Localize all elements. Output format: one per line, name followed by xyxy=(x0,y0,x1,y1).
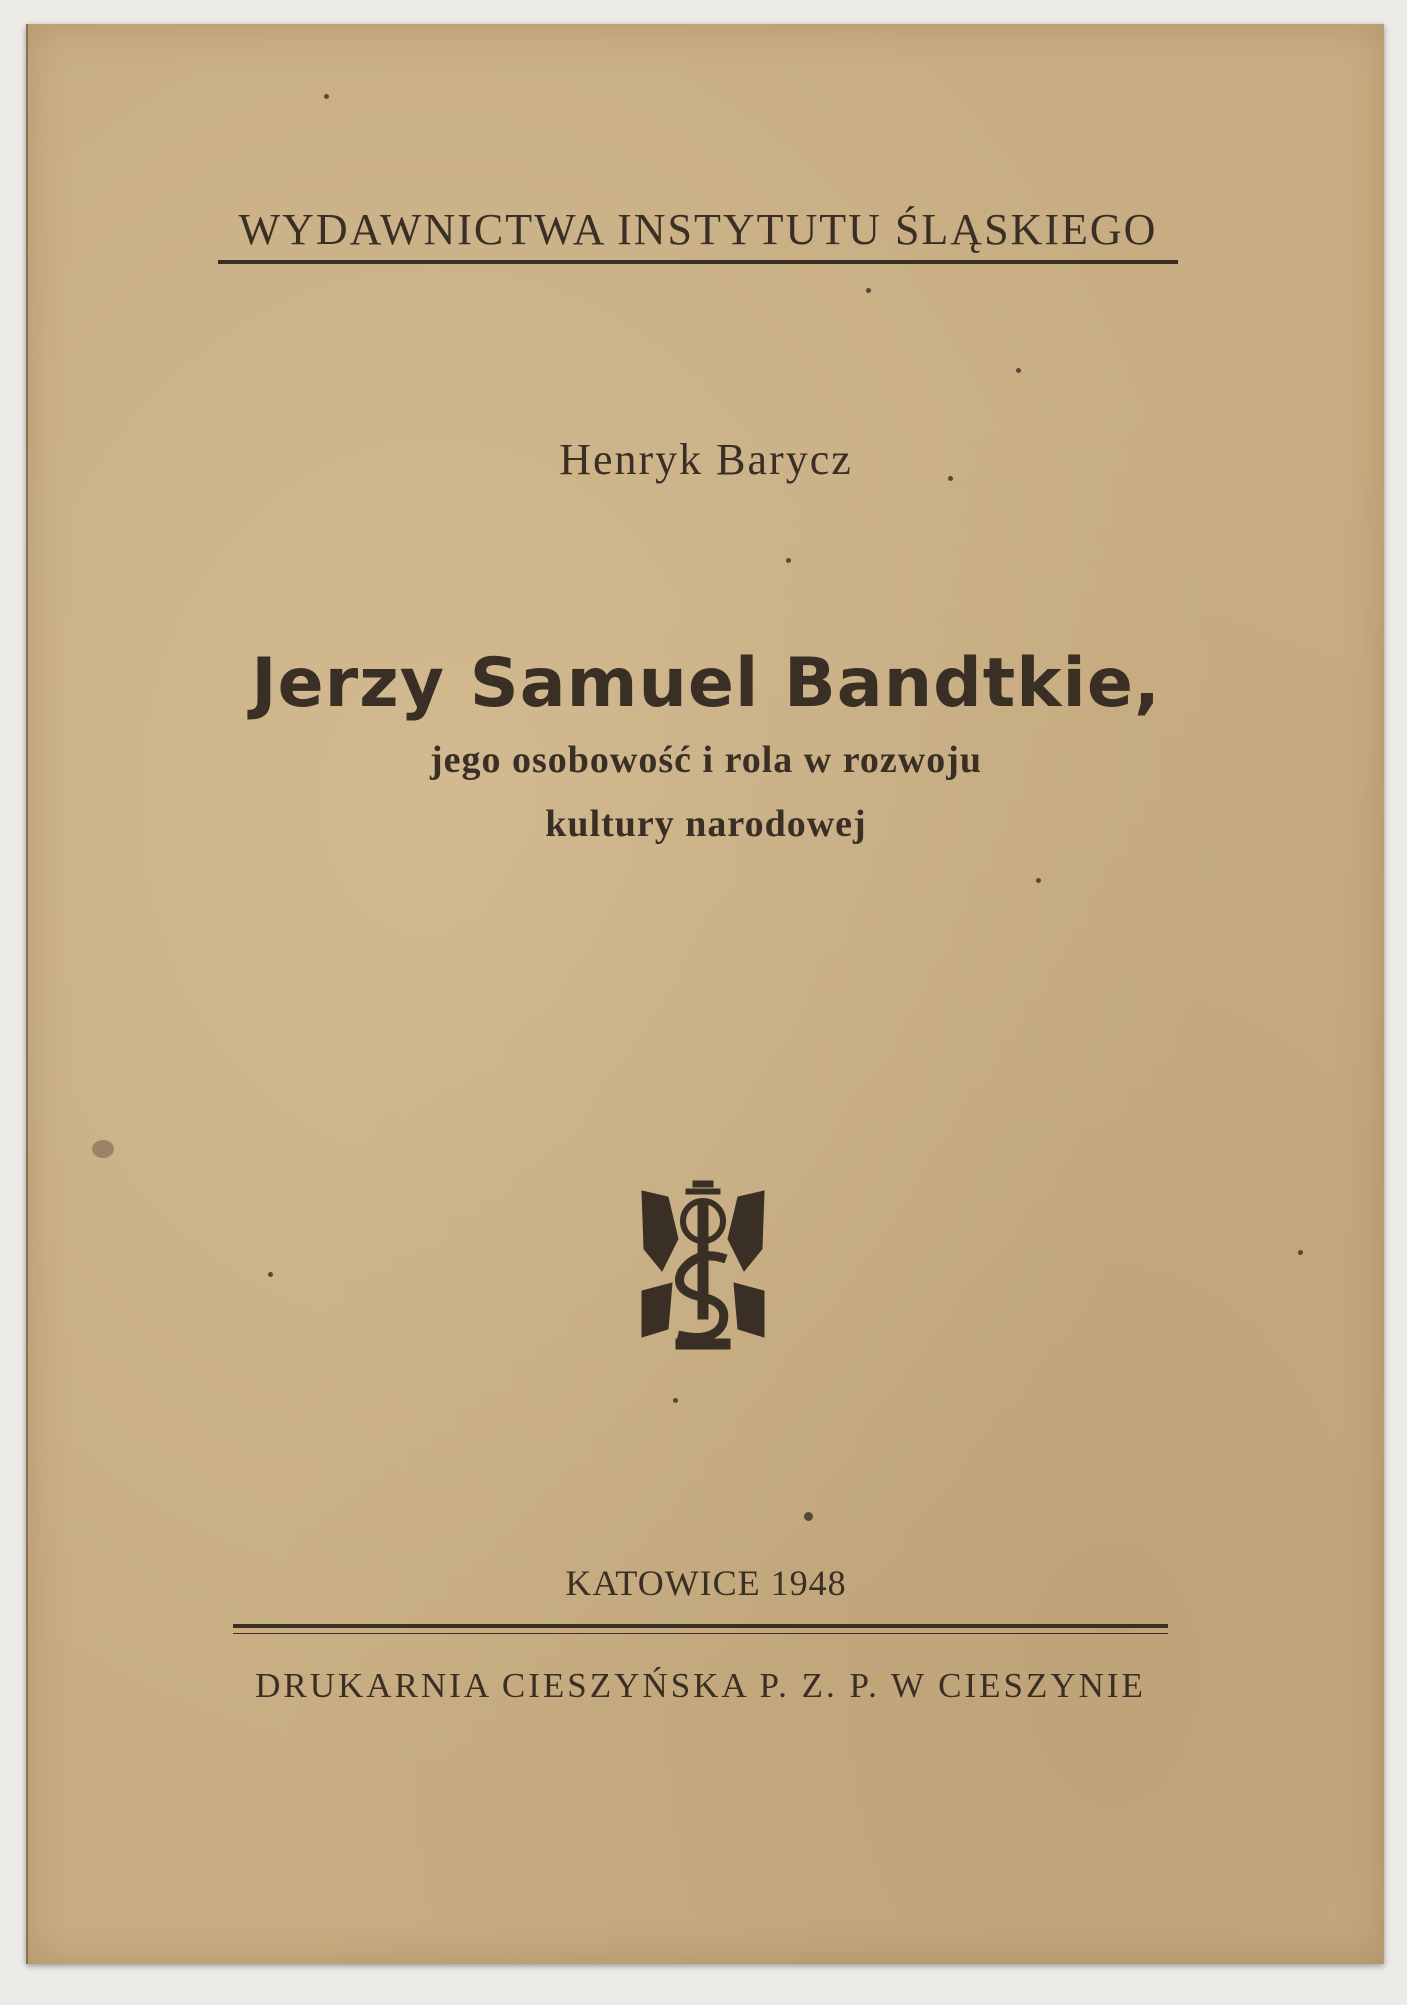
paper-speck xyxy=(673,1398,678,1403)
book-title: Jerzy Samuel Bandtkie, xyxy=(251,644,1161,723)
place-and-year: KATOWICE 1948 xyxy=(565,1563,847,1603)
paper-stain xyxy=(92,1140,114,1158)
paper-speck xyxy=(1016,368,1021,373)
printer-rule-thin xyxy=(233,1633,1168,1634)
printer-imprint: DRUKARNIA CIESZYŃSKA P. Z. P. W CIESZYNIE xyxy=(255,1666,1146,1705)
paper-speck xyxy=(948,476,953,481)
paper-speck xyxy=(786,558,791,563)
paper-speck xyxy=(324,94,329,99)
paper-speck xyxy=(1036,878,1041,883)
subtitle-line-2: kultury narodowej xyxy=(545,803,867,845)
instytut-slaski-emblem-icon xyxy=(638,1179,768,1354)
paper-speck xyxy=(268,1272,273,1277)
paper-speck xyxy=(866,288,871,293)
subtitle-line-1: jego osobowość i rola w rozwoju xyxy=(429,739,983,781)
book-cover xyxy=(26,24,1384,1964)
paper-speck xyxy=(804,1512,813,1521)
paper-speck xyxy=(1298,1250,1303,1255)
series-underline xyxy=(218,260,1178,264)
printer-rule-thick xyxy=(233,1624,1168,1628)
author-name: Henryk Barycz xyxy=(559,435,853,484)
series-title: WYDAWNICTWA INSTYTUTU ŚLĄSKIEGO xyxy=(238,205,1158,254)
